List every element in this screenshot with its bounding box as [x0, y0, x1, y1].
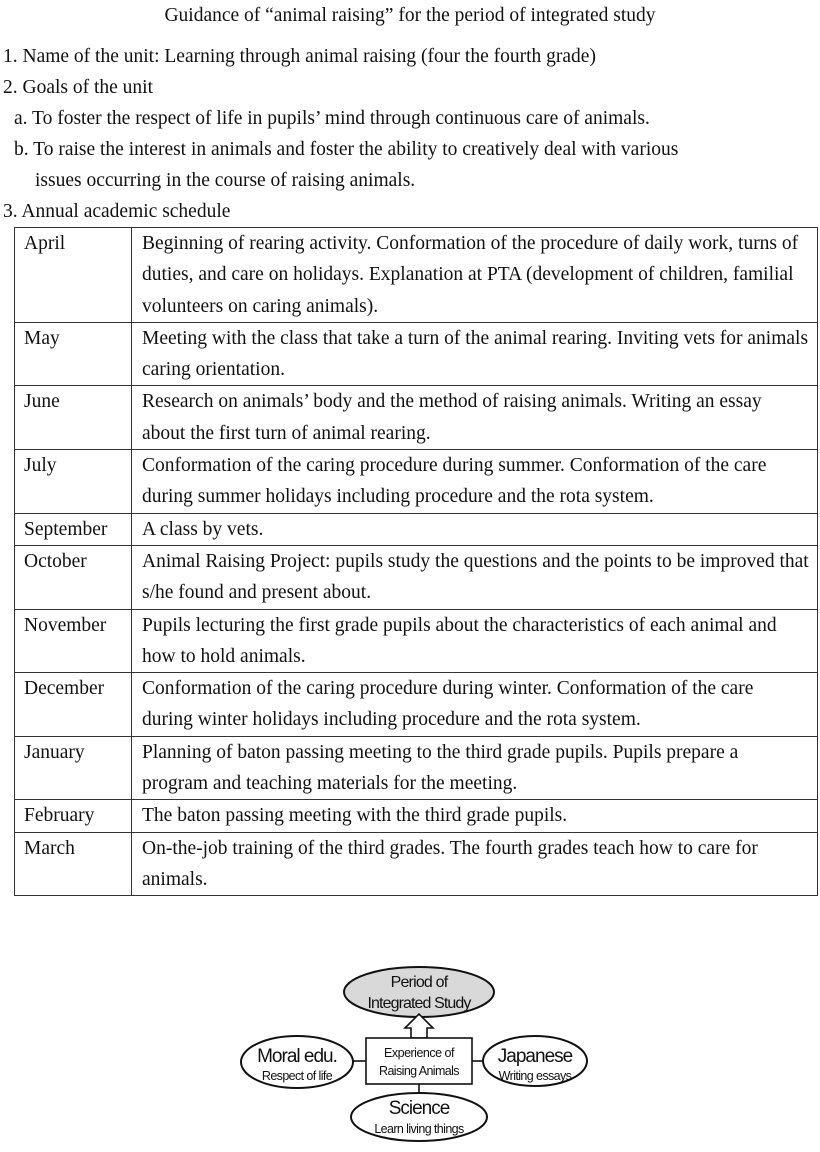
- table-row: [15, 513, 818, 545]
- schedule-table: [14, 227, 818, 896]
- activity-cell: The baton passing meeting with the third grade pupils.: [132, 800, 818, 832]
- moral-title: Moral edu.: [257, 1046, 337, 1067]
- goal-a: a. To foster the respect of life in pupils’ mind through continuous care of animals.: [14, 108, 650, 129]
- table-row: [15, 322, 818, 386]
- top-label-line1: Period of: [390, 974, 448, 991]
- activity-cell: Research on animals’ body and the method of raising animals. Writing an essay about the first turn of animal rearing.: [132, 386, 818, 450]
- schedule-heading: 3. Annual academic schedule: [3, 201, 231, 222]
- science-title: Science: [388, 1098, 450, 1119]
- month-cell: February: [15, 800, 132, 832]
- integrated-study-diagram: [235, 965, 595, 1145]
- month-cell: March: [15, 832, 132, 896]
- table-row: [15, 673, 818, 737]
- science-subtitle: Learn living things: [374, 1122, 464, 1136]
- month-cell: July: [15, 450, 132, 514]
- month-cell: April: [15, 228, 132, 323]
- activity-cell: Conformation of the caring procedure during winter. Conformation of the care during winter holidays including procedure and the rota system.: [132, 673, 818, 737]
- activity-cell: A class by vets.: [132, 513, 818, 545]
- table-row: [15, 832, 818, 896]
- table-row: [15, 450, 818, 514]
- activity-cell: Beginning of rearing activity. Conformation of the procedure of daily work, turns of duties, and care on holidays. Explanation at PTA (development of children, familial volunteers on caring animals).: [132, 228, 818, 323]
- table-row: [15, 545, 818, 609]
- month-cell: November: [15, 609, 132, 673]
- document-title: Guidance of “animal raising” for the period of integrated study: [164, 5, 656, 26]
- activity-cell: Conformation of the caring procedure during summer. Conformation of the care during summer holidays including procedure and the rota system.: [132, 450, 818, 514]
- month-cell: June: [15, 386, 132, 450]
- table-row: [15, 736, 818, 800]
- moral-subtitle: Respect of life: [261, 1069, 333, 1083]
- top-label-line2: Integrated Study: [367, 995, 471, 1012]
- table-row: [15, 228, 818, 323]
- goal-b-line1: b. To raise the interest in animals and foster the ability to creatively deal with various: [14, 139, 679, 160]
- goal-b-line2: issues occurring in the course of raising animals.: [35, 170, 416, 191]
- japanese-subtitle: Writing essays: [498, 1069, 572, 1083]
- table-row: [15, 609, 818, 673]
- center-label-line1: Experience of: [384, 1046, 454, 1060]
- month-cell: January: [15, 736, 132, 800]
- japanese-title: Japanese: [497, 1046, 573, 1067]
- table-row: [15, 386, 818, 450]
- activity-cell: Animal Raising Project: pupils study the questions and the points to be improved that s/he found and present about.: [132, 545, 818, 609]
- goals-heading: 2. Goals of the unit: [3, 77, 154, 98]
- activity-cell: On-the-job training of the third grades. The fourth grades teach how to care for animals.: [132, 832, 818, 896]
- center-label-line2: Raising Animals: [379, 1064, 459, 1078]
- activity-cell: Pupils lecturing the first grade pupils about the characteristics of each animal and how to hold animals.: [132, 609, 818, 673]
- month-cell: September: [15, 513, 132, 545]
- activity-cell: Planning of baton passing meeting to the third grade pupils. Pupils prepare a program and teaching materials for the meeting.: [132, 736, 818, 800]
- month-cell: May: [15, 322, 132, 386]
- activity-cell: Meeting with the class that take a turn of the animal rearing. Inviting vets for animals caring orientation.: [132, 322, 818, 386]
- unit-name-line: 1. Name of the unit: Learning through animal raising (four the fourth grade): [3, 46, 596, 67]
- table-row: [15, 800, 818, 832]
- month-cell: December: [15, 673, 132, 737]
- month-cell: October: [15, 545, 132, 609]
